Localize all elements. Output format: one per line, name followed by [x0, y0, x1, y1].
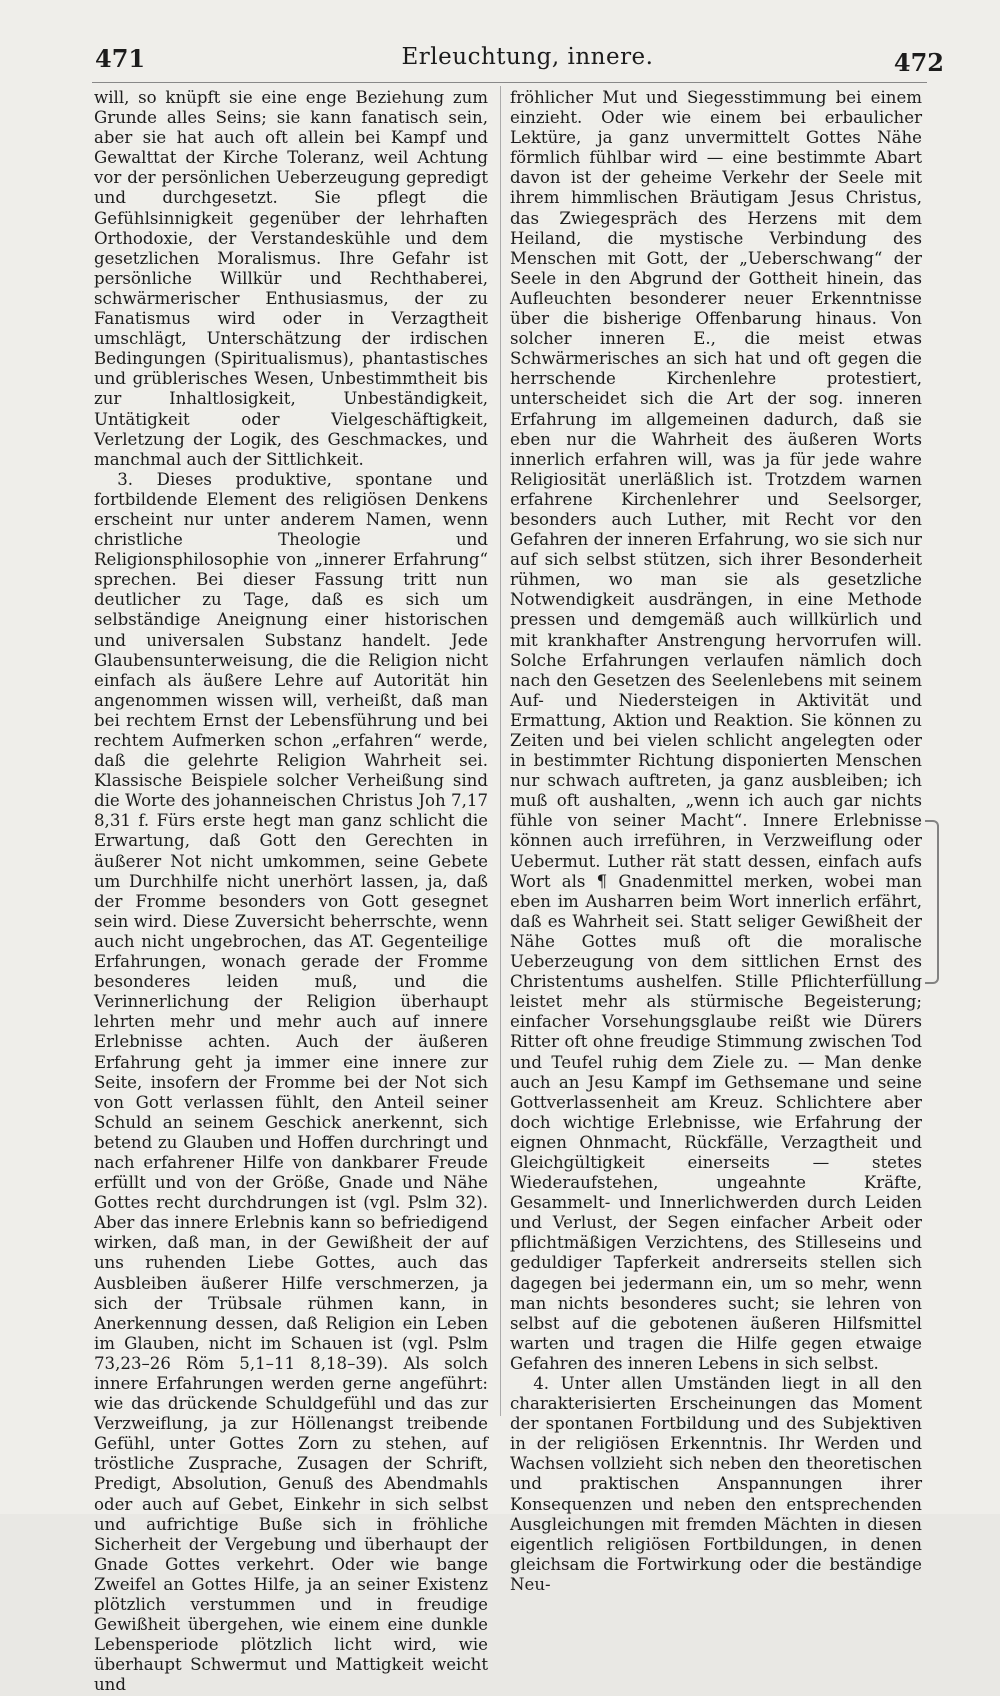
left-paragraph-2: 3. Dieses produktive, spontane und fortbildende Element des religiösen Denkens erscheint nur unter anderem Namen, wenn christliche Theologie und Religionsphilosophie von „innerer Erfahrung“ sprechen. Bei dieser Fassung tritt nun deutlicher zu Tage, daß es sich um selbständige Aneignung einer historischen und universalen Substanz handelt. Jede Glaubensunterweisung, die die Religion nicht einfach als äußere Lehre auf Autorität hin angenommen wissen will, verheißt, daß man bei rechtem Ernst der Lebensführung und bei rechtem Aufmerken schon „erfahren“ werde, daß die gelehrte Religion Wahrheit sei. Klassische Beispiele solcher Verheißung sind die Worte des johanneischen Christus Joh 7,17 8,31 f. Fürs erste hegt man ganz schlicht die Erwartung, daß Gott den Gerechten in äußerer Not nicht umkommen, seine Gebete um Durchhilfe nicht unerhört lassen, ja, daß der Fromme besonders von Gott gesegnet sein wird. Diese Zuversicht beherrschte, wenn auch nicht ungebrochen, das AT. Gegenteilige Erfahrungen, wonach gerade der Fromme besonderes leiden muß, und die Verinnerlichung der Religion überhaupt lehrten mehr und mehr auch auf innere Erlebnisse achten. Auch der äußeren Erfahrung geht ja immer eine innere zur Seite, insofern der Fromme bei der Not sich von Gott verlassen fühlt, den Anteil seiner Schuld an seinem Geschick anerkennt, sich betend zu Glauben und Hoffen durchringt und nach erfahrener Hilfe von dankbarer Freude erfüllt und von der Größe, Gnade und Nähe Gottes recht durchdrungen ist (vgl. Pslm 32). Aber das innere Erlebnis kann so befriedigend wirken, daß man, in der Gewißheit der auf uns ruhenden Liebe Gottes, auch das Ausbleiben äußerer Hilfe verschmerzen, ja sich der Trübsale rühmen kann, in Anerkennung dessen, daß Religion ein Leben im Glauben, nicht im Schauen ist (vgl. Pslm 73,23–26 Röm 5,1–11 8,18–39). Als solch innere Erfahrungen werden gerne angeführt: wie das drückende Schuldgefühl und das zur Verzweiflung, ja zur Höllenangst treibende Gefühl, unter Gottes Zorn zu stehen, auf tröstliche Zusprache, Zusagen der Schrift, Predigt, Absolution, Genuß des Abendmahls oder auch auf Gebet, Einkehr in sich selbst und aufrichtige Buße sich in fröhliche Sicherheit der Vergebung und überhaupt der Gnade Gottes verkehrt. Oder wie bange Zweifel an Gottes Hilfe, ja an seiner Existenz plötzlich verstummen und in freudige Gewißheit übergehen, wie einem eine dunkle Lebensperiode plötzlich licht wird, wie überhaupt Schwermut und Mattigkeit weicht und — [94, 469, 488, 1695]
column-divider — [500, 86, 501, 1416]
page-number-left: 471 — [95, 44, 146, 73]
left-paragraph-1: will, so knüpft sie eine enge Beziehung zum Grunde alles Seins; sie kann fanatisch sein, aber sie hat auch oft allein bei Kampf und Gewalttat der Kirche Toleranz, weil Achtung vor der persönlichen Ueberzeugung gepredigt und durchgesetzt. Sie pflegt die Gefühlsinnigkeit gegenüber der lehrhaften Orthodoxie, der Verstandeskühle und dem gesetzlichen Moralismus. Ihre Gefahr ist persönliche Willkür und Rechthaberei, schwärmerischer Enthusiasmus, der zu Fanatismus wird oder in Verzagtheit umschlägt, Unterschätzung der irdischen Bedingungen (Spiritualismus), phantastisches und grüblerisches Wesen, Unbestimmtheit bis zur Inhaltlosigkeit, Unbeständigkeit, Untätigkeit oder Vielgeschäftigkeit, Verletzung der Logik, des Geschmackes, und manchmal auch der Sittlichkeit. — [94, 88, 488, 469]
running-title: Erleuchtung, innere. — [401, 44, 654, 70]
margin-bracket-mark — [925, 820, 939, 984]
right-paragraph-1: fröhlicher Mut und Siegesstimmung bei einem einzieht. Oder wie einem bei erbaulicher Lektüre, ja ganz unvermittelt Gottes Nähe förmlich fühlbar wird — eine bestimmte Abart davon ist der geheime Verkehr der Seele mit ihrem himmlischen Bräutigam Jesus Christus, das Zwiegespräch des Herzens mit dem Heiland, die mystische Verbindung des Menschen mit Gott, der „Ueberschwang“ der Seele in den Abgrund der Gottheit hinein, das Aufleuchten besonderer neuer Erkenntnisse über die bisherige Offenbarung hinaus. Von solcher inneren E., die meist etwas Schwärmerisches an sich hat und oft gegen die herrschende Kirchenlehre protestiert, unterscheidet sich die Art der sog. inneren Erfahrung im allgemeinen dadurch, daß sie eben nur die Wahrheit des äußeren Worts innerlich erfahren will, was ja für jede wahre Religiosität unerläßlich ist. Trotzdem warnen erfahrene Kirchenlehrer und Seelsorger, besonders auch Luther, mit Recht vor den Gefahren der inneren Erfahrung, wo sie sich nur auf sich selbst stützen, sich ihrer Besonderheit rühmen, wo man sie als gesetzliche Notwendigkeit ausdrängen, in eine Methode pressen und demgemäß auch willkürlich und mit krankhafter Anstrengung hervorrufen will. Solche Erfahrungen verlaufen nämlich doch nach den Gesetzen des Seelenlebens mit seinem Auf- und Niedersteigen in Aktivität und Ermattung, Aktion und Reaktion. Sie können zu Zeiten und bei vielen schlicht angelegten oder in bestimmter Richtung disponierten Menschen nur schwach auftreten, ja ganz ausbleiben; ich muß oft aushalten, „wenn ich auch gar nichts fühle von seiner Macht“. Innere Erlebnisse können auch irreführen, in Verzweiflung oder Uebermut. Luther rät statt dessen, einfach aufs Wort als ¶ Gnadenmittel merken, wobei man eben im Ausharren beim Wort innerlich erfährt, daß es Wahrheit sei. Statt seliger Gewißheit der Nähe Gottes muß oft die moralische Ueberzeugung von dem sittlichen Ernst des Christentums aushelfen. Stille Pflichterfüllung leistet mehr als stürmische Begeisterung; einfacher Vorsehungsglaube reißt wie Dürers Ritter oft ohne freudige Stimmung zwischen Tod und Teufel ruhig dem Ziele zu. — Man denke auch an Jesu Kampf im Gethsemane und seine Gottverlassenheit am Kreuz. Schlichtere aber doch wichtige Erlebnisse, wie Erfahrung der eignen Ohnmacht, Rückfälle, Verzagtheit und Gleichgültigkeit einerseits — stetes Wiederaufstehen, ungeahnte Kräfte, Gesammelt- und Innerlichwerden durch Leiden und Verlust, der Segen einfacher Arbeit oder pflichtmäßigen Verzichtens, des Stilleseins und geduldiger Tapferkeit andrerseits stellen sich dagegen bei jedermann ein, um so mehr, wenn man nichts besonderes sucht; sie lehren von selbst auf die gebotenen äußeren Hilfsmittel warten und tragen die Hilfe gegen etwaige Gefahren des inneren Lebens in sich selbst. — [510, 88, 922, 1373]
page-number-right: 472 — [893, 48, 944, 77]
right-paragraph-2: 4. Unter allen Umständen liegt in all den charakterisierten Erscheinungen das Moment der spontanen Fortbildung und des Subjektiven in der religiösen Erkenntnis. Ihr Werden und Wachsen vollzieht sich neben den theoretischen und praktischen Anspannungen ihrer Konsequenzen und neben den entsprechenden Ausgleichungen mit fremden Mächten in diesen eigentlich religiösen Fortbildungen, in denen gleichsam die Fortwirkung oder die beständige Neu- — [510, 1374, 922, 1594]
header-rule — [92, 82, 927, 83]
page-header — [95, 36, 960, 76]
right-column — [510, 88, 922, 1595]
left-column — [94, 88, 488, 1696]
